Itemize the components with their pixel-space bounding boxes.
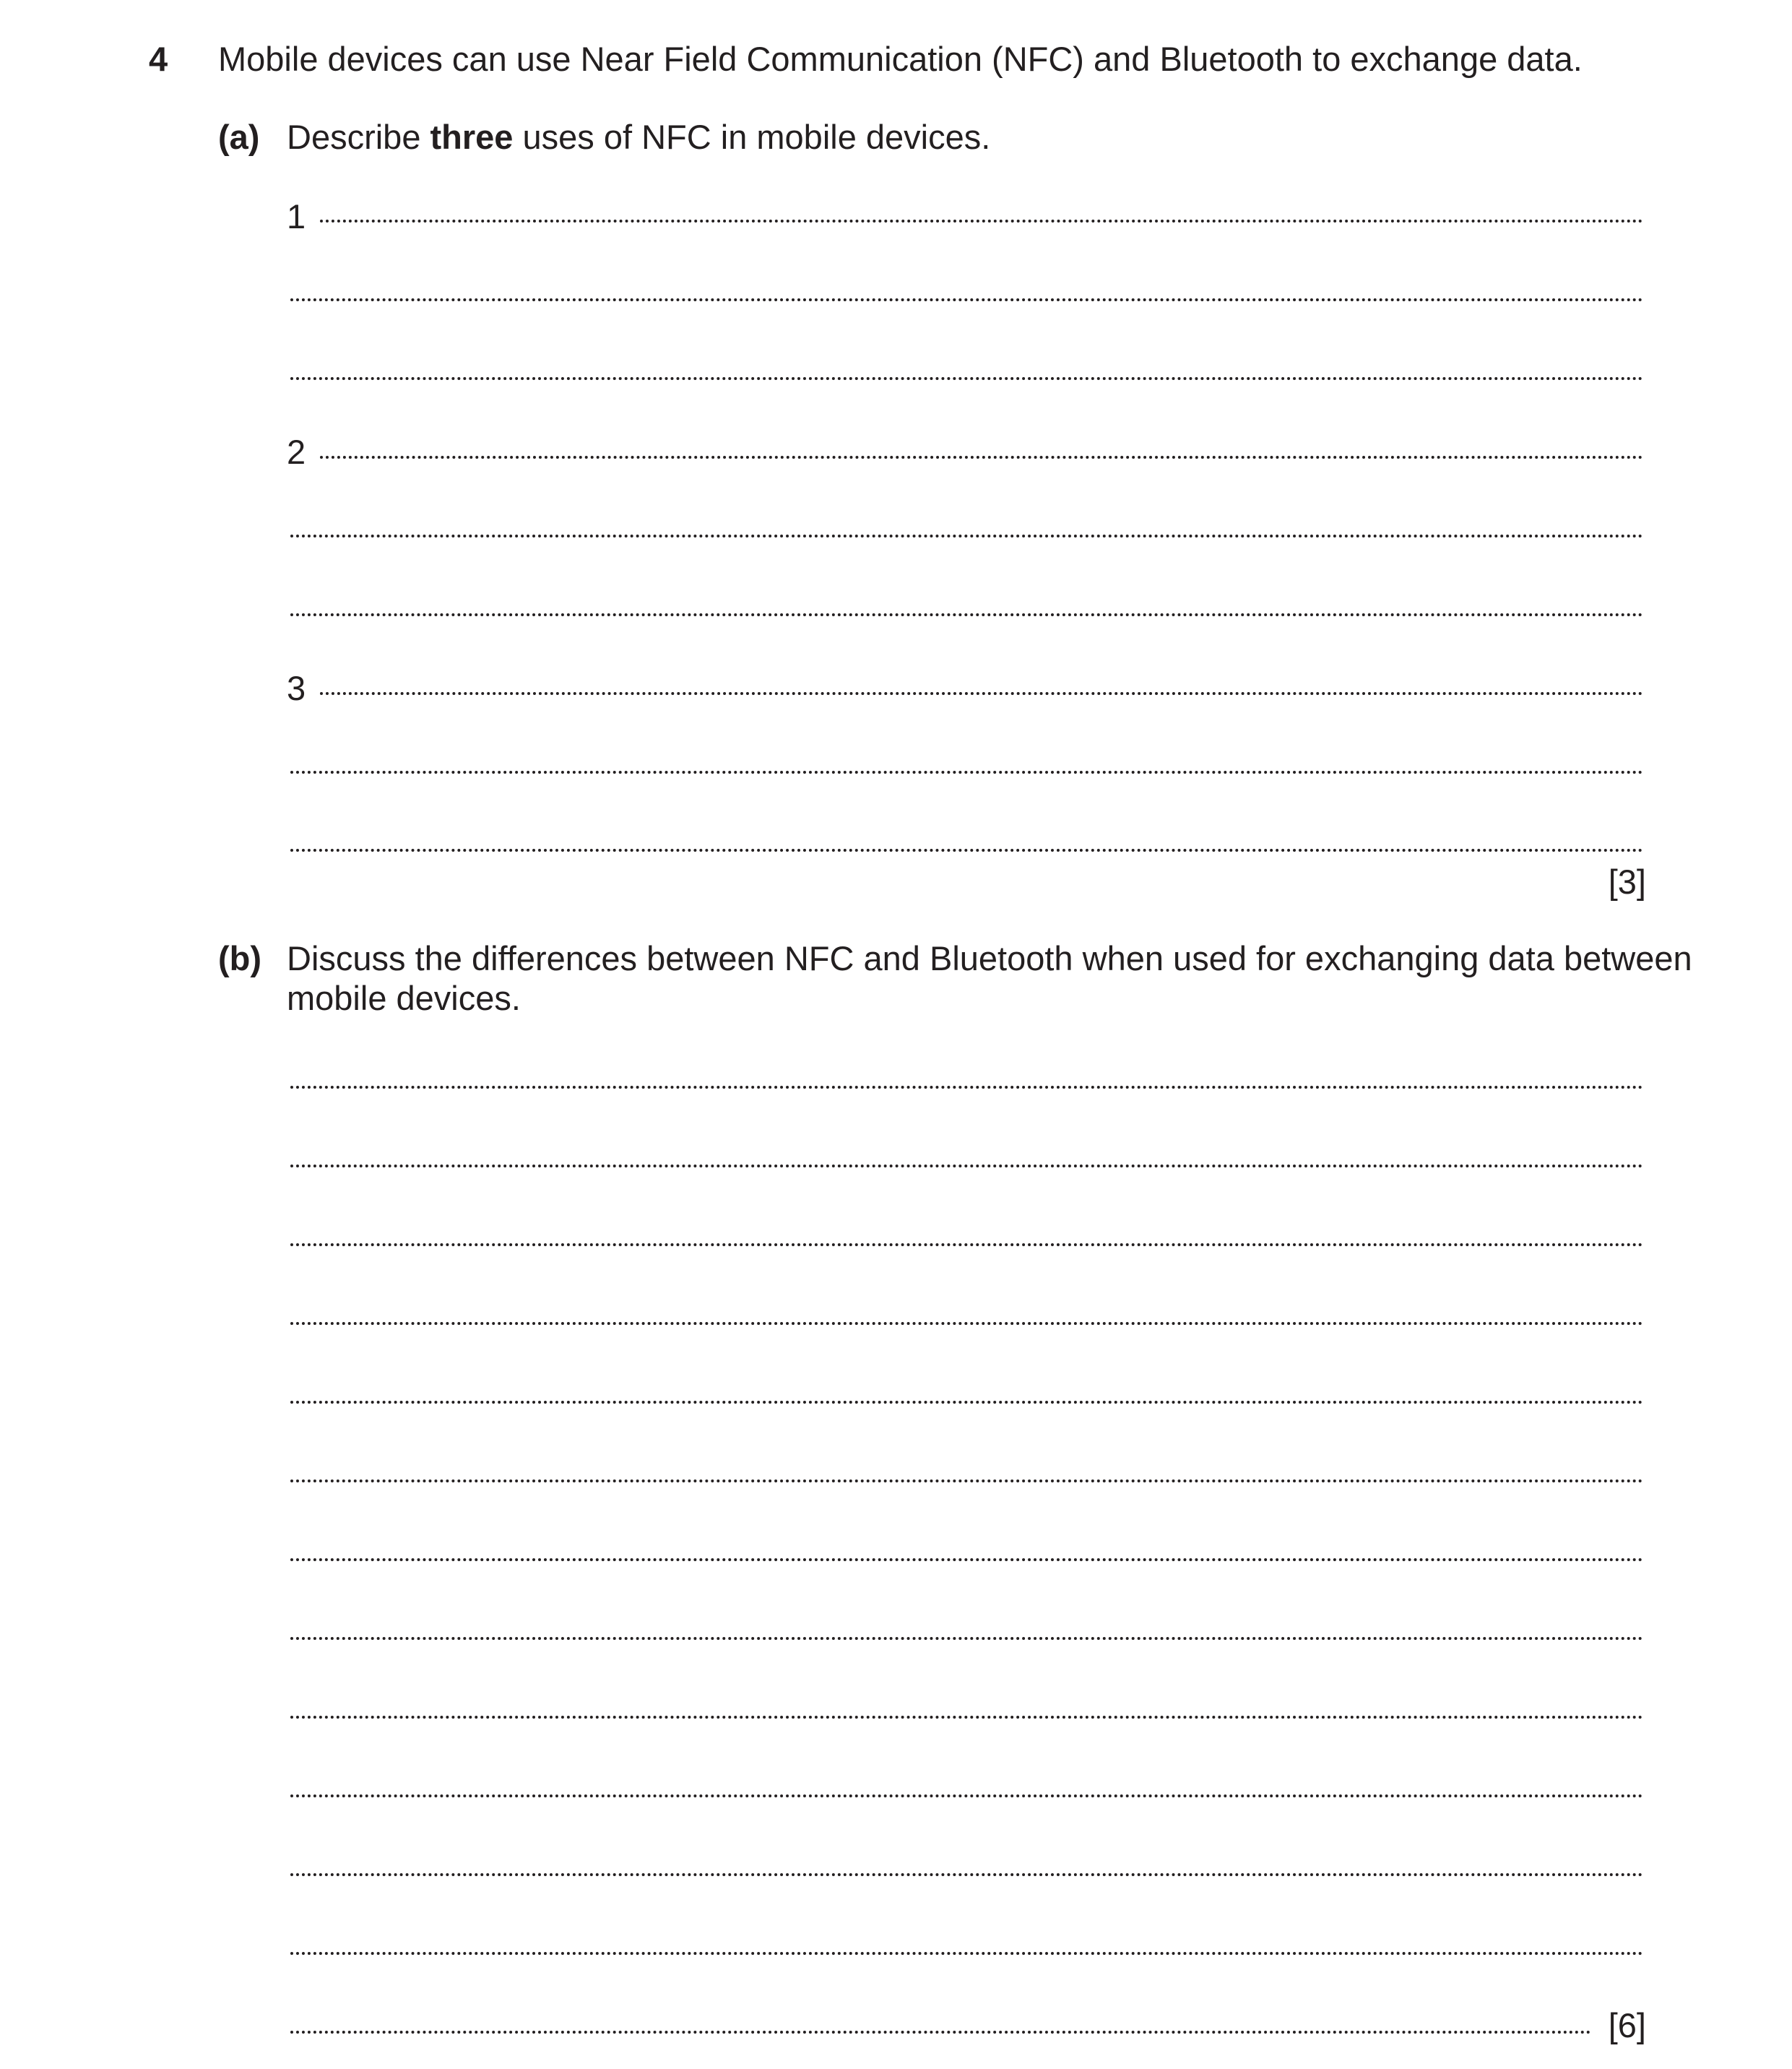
question-stem: Mobile devices can use Near Field Communication (NFC) and Bluetooth to exchange data. xyxy=(218,40,1583,78)
answer-line[interactable] xyxy=(290,2031,1591,2034)
answer-line[interactable] xyxy=(290,1322,1643,1325)
answer-line[interactable] xyxy=(290,1558,1643,1561)
answer-line[interactable] xyxy=(290,1794,1643,1797)
part-a-prompt-end: uses of NFC in mobile devices. xyxy=(513,118,991,156)
answer-line[interactable] xyxy=(290,1873,1643,1876)
answer-line[interactable] xyxy=(290,1401,1643,1404)
answer-line[interactable] xyxy=(290,1952,1643,1955)
part-a-marks: [3] xyxy=(1608,863,1646,901)
part-b-prompt-line-2: mobile devices. xyxy=(287,979,521,1017)
answer-line[interactable] xyxy=(320,220,1643,223)
answer-line[interactable] xyxy=(290,1243,1643,1246)
answer-line[interactable] xyxy=(290,1716,1643,1719)
part-b-label: (b) xyxy=(218,939,262,977)
answer-item-number-2: 2 xyxy=(287,433,306,471)
part-a-prompt-start: Describe xyxy=(287,118,430,156)
part-a-prompt-emphasis: three xyxy=(430,118,514,156)
answer-line[interactable] xyxy=(290,1086,1643,1089)
answer-line[interactable] xyxy=(320,456,1643,459)
answer-line[interactable] xyxy=(320,692,1643,695)
part-a-label: (a) xyxy=(218,118,260,156)
answer-line[interactable] xyxy=(290,771,1643,774)
answer-item-number-1: 1 xyxy=(287,197,306,236)
part-a-prompt xyxy=(287,120,990,154)
answer-line[interactable] xyxy=(290,377,1643,380)
answer-item-number-3: 3 xyxy=(287,669,306,707)
part-b-prompt-line-1: Discuss the differences between NFC and Bluetooth when used for exchanging data between xyxy=(287,939,1692,977)
answer-line[interactable] xyxy=(290,849,1643,852)
answer-line[interactable] xyxy=(290,1637,1643,1640)
part-b-marks: [6] xyxy=(1608,2006,1646,2044)
answer-line[interactable] xyxy=(290,535,1643,537)
question-number: 4 xyxy=(149,40,168,78)
answer-line[interactable] xyxy=(290,613,1643,616)
answer-line[interactable] xyxy=(290,298,1643,301)
answer-line[interactable] xyxy=(290,1480,1643,1482)
answer-line[interactable] xyxy=(290,1165,1643,1167)
